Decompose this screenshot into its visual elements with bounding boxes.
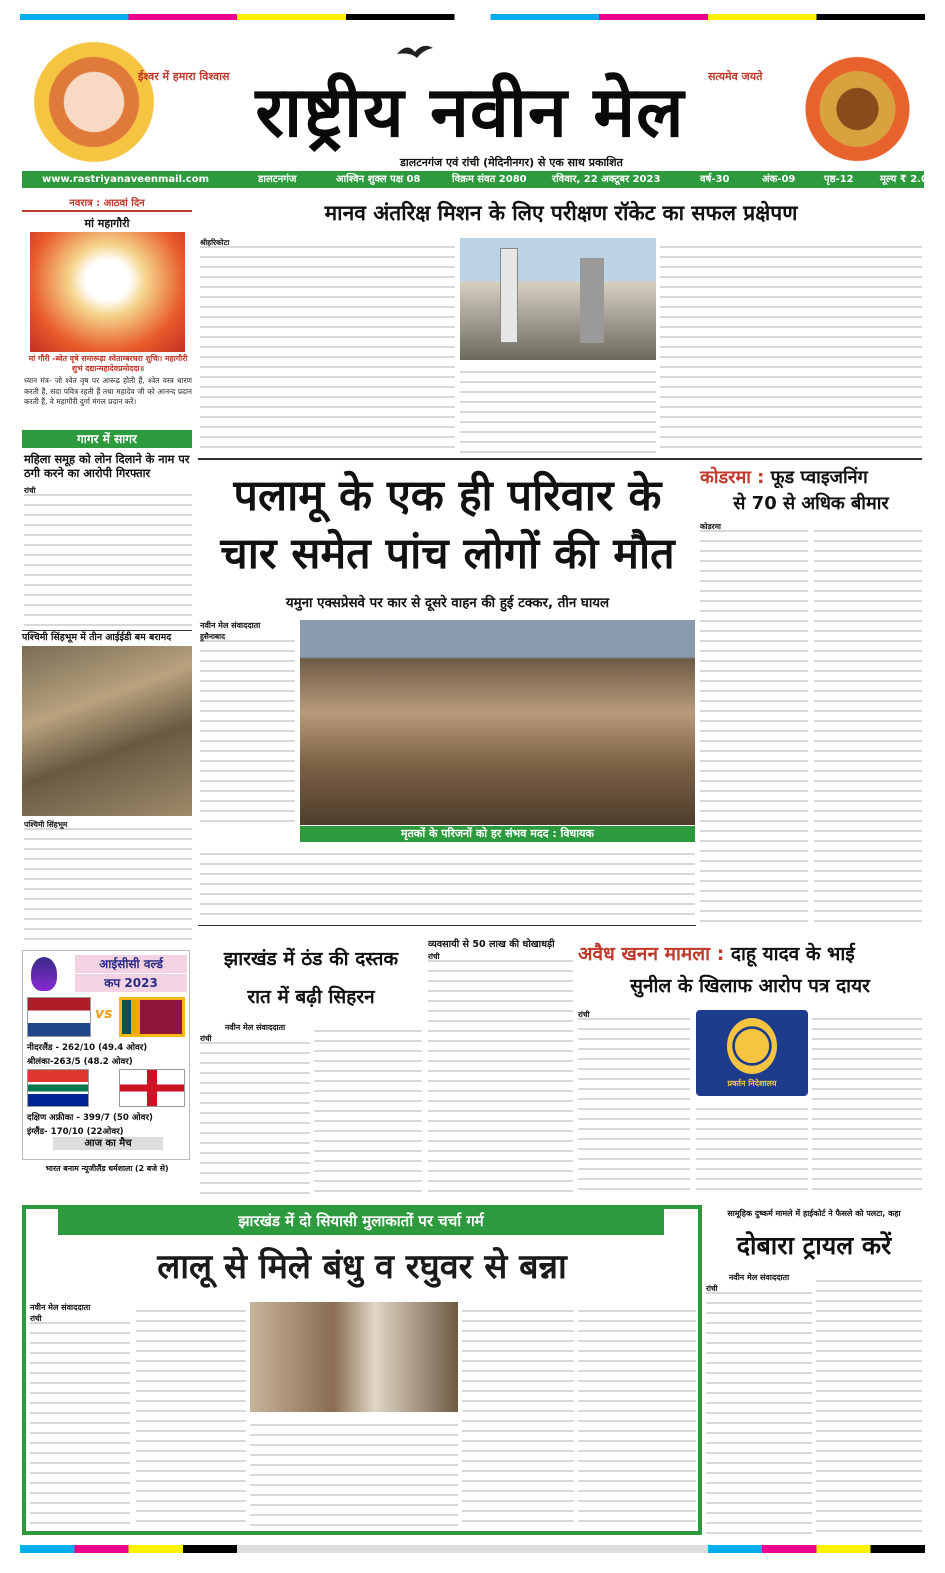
trial-byline: नवीन मेल संवाददाता xyxy=(728,1273,790,1282)
space-story-2 xyxy=(460,363,656,454)
palamu-story-2 xyxy=(200,845,695,921)
space-story-1: श्रीहरिकोटा xyxy=(200,238,455,454)
koderma-headline-2: से 70 से अधिक बीमार xyxy=(733,493,889,514)
mining-kicker: अवैध खनन मामला : xyxy=(578,943,725,965)
space-story-3 xyxy=(660,238,922,454)
space-headline: मानव अंतरिक्ष मिशन के लिए परीक्षण रॉकेट का सफल प्रक्षेपण xyxy=(324,201,798,225)
ed-emblem-icon xyxy=(727,1018,777,1074)
gagar-headline-1: महिला समूह को लोन दिलाने के नाम पर ठगी करने का आरोपी गिरफ्तार xyxy=(24,452,190,480)
gagar-label: गागर में सागर xyxy=(22,430,192,448)
mining-headline-1 xyxy=(578,940,922,968)
koderma-headline-1-text: फूड प्वाइजनिंग xyxy=(770,467,868,488)
navratri-body: ध्यान मंत्र- जो श्वेत वृष पर आरूढ़ होती हैं, श्वेत वस्त्र धारण करती हैं, सदा पवित्र रहती हैं तथा महादेव जी को आनन्द प्रदान करती हैं, वे महागौरी दुर्गा मंगल प्रदान करें। xyxy=(24,376,192,407)
masthead-title: राष्ट्रीय नवीन मेल xyxy=(255,71,685,153)
price: मूल्य ₹ 2.00 xyxy=(880,174,935,185)
koderma-story-1: कोडरमा xyxy=(700,522,808,924)
masthead-left-tag: ईश्वर में हमारा विश्वास xyxy=(138,70,230,83)
page-count: पृष्ठ-12 xyxy=(824,174,854,185)
trial-story-2 xyxy=(816,1272,922,1534)
launch-tower-icon xyxy=(580,258,604,343)
lalu-story-5 xyxy=(578,1302,696,1528)
trial-headline: दोबारा ट्रायल करें xyxy=(736,1231,892,1260)
navratri-deity: मां महागौरी xyxy=(84,217,130,230)
ed-logo xyxy=(696,1010,808,1096)
registration-bar xyxy=(20,14,925,20)
lalu-story-4 xyxy=(462,1302,574,1528)
koderma-place: कोडरमा : xyxy=(700,467,765,488)
registration-bar-bottom xyxy=(20,1545,925,1553)
palamu-byline: नवीन मेल संवाददाता xyxy=(200,621,261,630)
score-netherlands: नीदरलैंड - 262/10 (49.4 ओवर) xyxy=(27,1043,148,1053)
score-england: इंग्लैंड- 170/10 (22ओवर) xyxy=(27,1127,124,1137)
cricket-title-2: कप 2023 xyxy=(75,974,187,992)
cold-byline: नवीन मेल संवाददाता xyxy=(224,1023,286,1032)
trial-story-1: रांची xyxy=(706,1284,812,1534)
cold-story-1: रांची xyxy=(200,1034,310,1198)
score-srilanka: श्रीलंका-263/5 (48.2 ओवर) xyxy=(27,1057,133,1067)
england-flag xyxy=(119,1069,185,1107)
gagar-story-1: रांची xyxy=(24,486,192,626)
lalu-photo xyxy=(250,1302,458,1412)
today-match-label: आज का मैच xyxy=(53,1137,163,1150)
durga-logo xyxy=(24,32,164,172)
trophy-icon xyxy=(31,957,57,991)
fraud-headline: व्यवसायी से 50 लाख की धोखाधड़ी xyxy=(428,939,555,950)
mining-story-3 xyxy=(812,1010,922,1198)
cricket-box xyxy=(22,950,190,1160)
navratri-label: नवरात्र : आठवां दिन xyxy=(22,196,192,212)
lalu-banner: झारखंड में दो सियासी मुलाकातों पर चर्चा गर्म xyxy=(58,1207,664,1235)
fraud-story: रांची xyxy=(428,952,573,1198)
trial-kicker: सामूहिक दुष्कर्म मामले में हाईकोर्ट ने फैसले को पलटा, कहा xyxy=(727,1209,901,1218)
mining-story-2 xyxy=(696,1100,808,1198)
cold-headline-2: रात में बढ़ी सिहरन xyxy=(247,986,375,1008)
lalu-headline: लालू से मिले बंधु व रघुवर से बन्ना xyxy=(157,1247,567,1287)
masthead-subtitle: डालटनगंज एवं रांची (मेदिनीनगर) से एक साथ प्रकाशित xyxy=(400,156,623,169)
koderma-headline-1 xyxy=(700,466,922,490)
cricket-title-1: आईसीसी वर्ल्ड xyxy=(75,955,187,973)
mahagauri-image xyxy=(30,232,185,352)
gagar-headline-2: पश्चिमी सिंहभूम में तीन आईईडी बम बरामद xyxy=(22,630,192,644)
tithi: आश्विन शुक्ल पक्ष 08 xyxy=(336,174,421,185)
kalash-icon xyxy=(790,44,925,174)
srilanka-flag xyxy=(119,997,185,1037)
gagar-story-2: पश्चिमी सिंहभूम xyxy=(24,820,192,942)
divider xyxy=(198,925,696,926)
palamu-subhead: यमुना एक्सप्रेसवे पर कार से दूसरे वाहन की हुई टक्कर, तीन घायल xyxy=(285,596,610,611)
score-south-africa: दक्षिण अफ्रीका - 399/7 (50 ओवर) xyxy=(27,1113,153,1123)
mining-headline-2: सुनील के खिलाफ आरोप पत्र दायर xyxy=(630,975,870,997)
palamu-photo xyxy=(300,620,695,825)
mining-story-1: रांची xyxy=(578,1010,690,1198)
info-bar xyxy=(22,171,935,188)
palamu-headline-2: चार समेत पांच लोगों की मौत xyxy=(220,529,675,579)
vs-label-1: vs xyxy=(95,1006,113,1022)
ied-photo xyxy=(22,646,192,816)
edition-city: डालटनगंज xyxy=(258,174,297,185)
lalu-story-1: रांची xyxy=(30,1314,130,1528)
south-africa-flag xyxy=(27,1069,89,1107)
rocket-photo xyxy=(460,238,656,360)
lalu-story-3 xyxy=(250,1416,458,1528)
lalu-story-2 xyxy=(136,1302,246,1528)
netherlands-flag xyxy=(27,997,91,1037)
masthead-right-tag: सत्यमेव जयते xyxy=(708,70,763,83)
navratri-mantra: मां गौरी -ब्वेत वृषे समारूढ़ा श्वेताम्बरधरा शुचिः। महागौरी शुभं दद्यान्महादेवप्रमोददा॥ xyxy=(28,354,188,373)
issue-number: अंक-09 xyxy=(762,174,796,185)
today-match: भारत बनाम न्यूजीलैंड धर्मशाला (2 बजे से) xyxy=(45,1164,169,1173)
cold-story-2 xyxy=(314,1022,422,1198)
palamu-headline-1: पलामू के एक ही परिवार के xyxy=(233,471,662,521)
koderma-story-2 xyxy=(814,522,922,924)
cold-headline-1: झारखंड में ठंड की दस्तक xyxy=(223,948,399,970)
palamu-caption: मृतकों के परिजनों को हर संभव मदद : विधायक xyxy=(300,826,695,842)
rocket-icon xyxy=(500,248,518,343)
lalu-byline: नवीन मेल संवाददाता xyxy=(30,1303,91,1312)
samvat: विक्रम संवत 2080 xyxy=(452,174,527,185)
volume: वर्ष-30 xyxy=(700,174,730,185)
divider xyxy=(198,458,922,460)
mining-headline-1-text: दाहू यादव के भाई xyxy=(730,943,855,965)
ed-logo-text: प्रवर्तन निदेशालय xyxy=(727,1079,777,1088)
website-link[interactable]: www.rastriyanaveenmail.com xyxy=(42,174,210,185)
issue-date: रविवार, 22 अक्टूबर 2023 xyxy=(552,174,661,185)
palamu-story-1: हुसैनाबाद xyxy=(200,632,295,828)
bird-icon xyxy=(395,40,435,62)
